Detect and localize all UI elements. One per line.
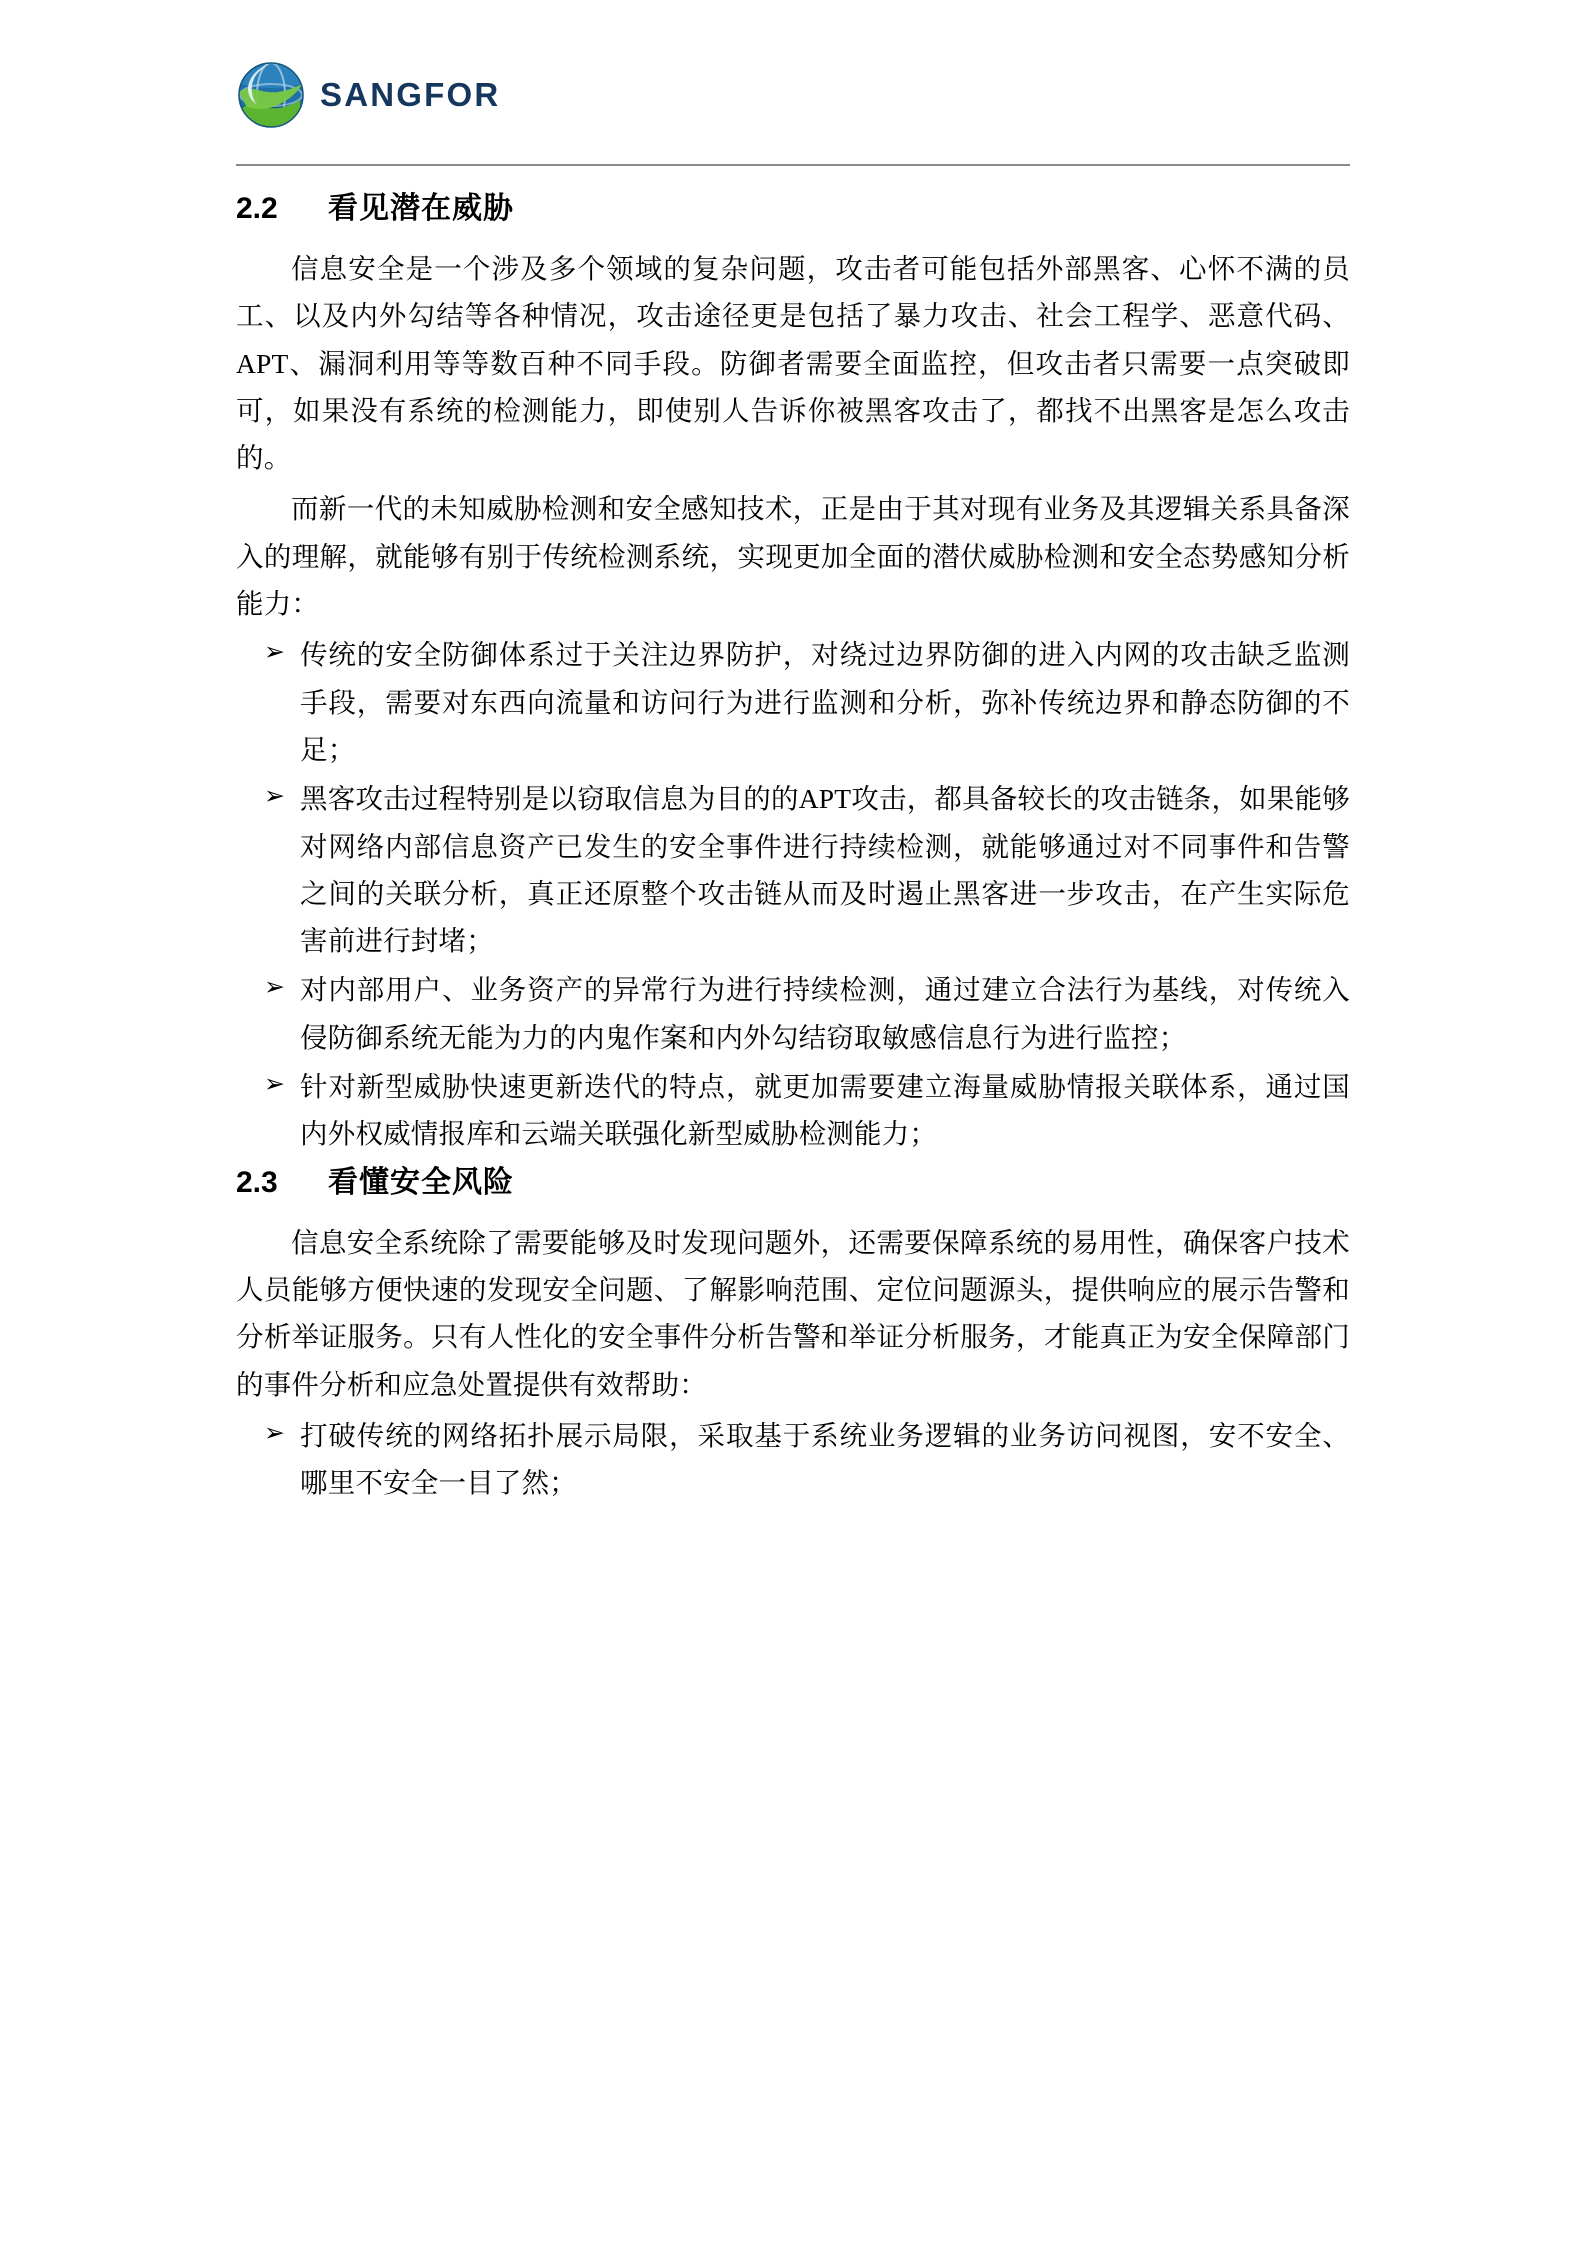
list-item bbox=[236, 631, 1350, 773]
list-item bbox=[236, 775, 1350, 964]
document-body bbox=[236, 186, 1350, 1508]
section-number: 2.2 bbox=[236, 192, 278, 225]
bullet-arrow-icon: ➢ bbox=[264, 1071, 285, 1099]
list-item-text: 传统的安全防御体系过于关注边界防护，对绕过边界防御的进入内网的攻击缺乏监测手段，需要对东西向流量和访问行为进行监测和分析，弥补传统边界和静态防御的不足； bbox=[300, 639, 1350, 765]
section-title: 看懂安全风险 bbox=[328, 1165, 514, 1199]
list-item-text: 针对新型威胁快速更新迭代的特点，就更加需要建立海量威胁情报关联体系，通过国内外权威情报库和云端关联强化新型威胁检测能力； bbox=[300, 1071, 1350, 1150]
header-divider bbox=[236, 164, 1350, 166]
paragraph: 信息安全系统除了需要能够及时发现问题外，还需要保障系统的易用性，确保客户技术人员能够方便快速的发现安全问题、了解影响范围、定位问题源头，提供响应的展示告警和分析举证服务。只有人性化的安全事件分析告警和举证分析服务，才能真正为安全保障部门的事件分析和应急处置提供有效帮助： bbox=[236, 1226, 1350, 1400]
section-title: 看见潜在威胁 bbox=[328, 192, 514, 225]
list-item-text: 对内部用户、业务资产的异常行为进行持续检测，通过建立合法行为基线，对传统入侵防御系统无能为力的内鬼作案和内外勾结窃取敏感信息行为进行监控； bbox=[300, 974, 1350, 1053]
bullet-list-2-2 bbox=[236, 631, 1350, 1157]
list-item-text: 黑客攻击过程特别是以窃取信息为目的的APT攻击，都具备较长的攻击链条，如果能够对网络内部信息资产已发生的安全事件进行持续检测，就能够通过对不同事件和告警之间的关联分析，真正还原整个攻击链从而及时遏止黑客进一步攻击，在产生实际危害前进行封堵； bbox=[300, 783, 1350, 957]
paragraph: 而新一代的未知威胁检测和安全感知技术，正是由于其对现有业务及其逻辑关系具备深入的理解，就能够有别于传统检测系统，实现更加全面的潜伏威胁检测和安全态势感知分析能力： bbox=[236, 493, 1350, 620]
bullet-list-2-3 bbox=[236, 1412, 1350, 1507]
bullet-arrow-icon: ➢ bbox=[264, 1419, 285, 1447]
page-header bbox=[236, 52, 1350, 182]
section-heading-2-2 bbox=[236, 186, 1350, 231]
bullet-arrow-icon: ➢ bbox=[264, 639, 285, 667]
bullet-arrow-icon: ➢ bbox=[264, 974, 285, 1002]
list-item bbox=[236, 966, 1350, 1061]
logo bbox=[236, 52, 1350, 138]
paragraph: 信息安全是一个涉及多个领域的复杂问题，攻击者可能包括外部黑客、心怀不满的员工、以及内外勾结等各种情况，攻击途径更是包括了暴力攻击、社会工程学、恶意代码、APT、漏洞利用等等数百种不同手段。防御者需要全面监控，但攻击者只需要一点突破即可，如果没有系统的检测能力，即使别人告诉你被黑客攻击了，都找不出黑客是怎么攻击的。 bbox=[236, 253, 1350, 474]
list-item bbox=[236, 1063, 1350, 1158]
list-item-text: 打破传统的网络拓扑展示局限，采取基于系统业务逻辑的业务访问视图，安不安全、哪里不安全一目了然； bbox=[300, 1419, 1350, 1499]
logo-text: SANGFOR bbox=[320, 76, 501, 113]
list-item bbox=[236, 1412, 1350, 1507]
section-number: 2.3 bbox=[236, 1165, 278, 1199]
bullet-arrow-icon: ➢ bbox=[264, 783, 285, 811]
section-heading-2-3 bbox=[236, 1160, 1350, 1205]
sangfor-globe-logo-icon bbox=[236, 60, 306, 130]
